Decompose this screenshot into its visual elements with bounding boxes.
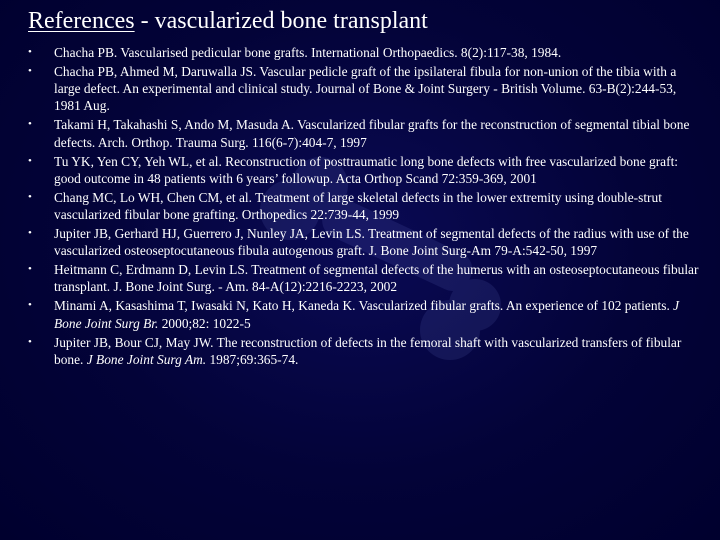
reference-item [28,63,700,115]
reference-citation: 2000;82: 1022-5 [158,315,251,331]
reference-item [28,225,700,259]
reference-item [28,44,700,61]
bullet-icon: • [28,299,32,312]
reference-text: Takami H, Takahashi S, Ando M, Masuda A. Vascularized fibular grafts for the reconstruction of segmental tibial bone defects. Arch. Orthop. Trauma Surg. 116(6-7):404-7, 1997 [54,117,690,150]
page-title [28,8,428,35]
title-underlined: References [28,8,135,34]
title-rest: - vascularized bone transplant [134,8,428,34]
reference-text: Chacha PB, Ahmed M, Daruwalla JS. Vascular pedicle graft of the ipsilateral fibula for non-union of the tibia with a large defect. An experimental and clinical study. Journal of Bone & Joint Surgery - British Volume. 63-B(2):244-53, 1981 Aug. [54,64,677,114]
reference-item [28,116,700,150]
reference-text: Jupiter JB, Gerhard HJ, Guerrero J, Nunley JA, Levin LS. Treatment of segmental defects of the radius with use of the vascularized osteoseptocutaneous fibula autogenous graft. J. Bone Joint Surg-Am 79-A:542-50, 1997 [54,226,689,259]
reference-item [28,153,700,187]
reference-item [28,189,700,223]
reference-text: Minami A, Kasashima T, Iwasaki N, Kato H, Kaneda K. Vascularized fibular grafts. An experience of 102 patients. [54,298,674,314]
reference-text: Chacha PB. Vascularised pedicular bone grafts. International Orthopaedics. 8(2):117-38, 1984. [54,45,562,60]
bullet-icon: • [28,154,32,167]
reference-citation: 1987;69:365-74. [206,351,299,367]
reference-text: Jupiter JB, Bour CJ, May JW. The reconstruction of defects in the femoral shaft with vascularized transfers of fibular bone. [54,334,682,367]
reference-list [28,44,700,370]
reference-item [28,297,700,331]
reference-journal: J Bone Joint Surg Br. [54,298,680,331]
bullet-icon: • [28,65,32,77]
bullet-icon: • [28,335,32,348]
reference-text: Tu YK, Yen CY, Yeh WL, et al. Reconstruction of posttraumatic long bone defects with free vascularized bone graft: good outcome in 48 patients with 6 years’ followup. Acta Orthop Scand 72:359-369, 2001 [54,153,679,186]
bullet-icon: • [28,118,32,131]
bullet-icon: • [28,46,32,58]
reference-item [28,261,700,295]
bullet-icon: • [28,227,32,240]
reference-item [28,334,700,368]
bullet-icon: • [28,263,32,276]
reference-text: Chang MC, Lo WH, Chen CM, et al. Treatment of large skeletal defects in the lower extremity using double-strut vascularized fibular bone grafting. Orthopedics 22:739-44, 1999 [54,189,662,223]
bullet-icon: • [28,190,32,203]
reference-journal: J Bone Joint Surg Am. [86,351,207,367]
reference-text: Heitmann C, Erdmann D, Levin LS. Treatment of segmental defects of the humerus with an osteoseptocutaneous fibular transplant. J. Bone Joint Surg. - Am. 84-A(12):2216-2223, 2002 [54,262,699,295]
